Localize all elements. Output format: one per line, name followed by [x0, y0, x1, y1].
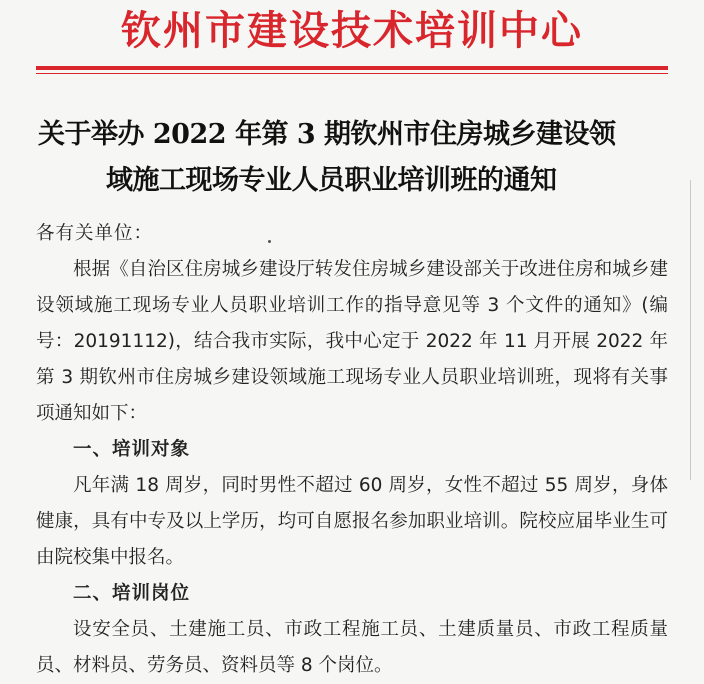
letterhead-rule-thick — [36, 66, 668, 70]
intro-paragraph: 根据《自治区住房城乡建设厅转发住房城乡建设部关于改进住房和城乡建设领域施工现场专业人员职业培训工作的指导意见等 3 个文件的通知》(编号：20191112)，结合我市实际，我中心定于 2022 年 11 月开展 2022 年第 3 期钦州市住房城乡建设领域施工现场专业人员职业培训班，现将有关事项通知如下： — [36, 259, 668, 424]
scan-edge-line — [690, 180, 691, 480]
notice-title-line-2: 域施工现场专业人员职业培训班的通知 — [106, 165, 557, 196]
section-heading-1: 一、培训对象 — [73, 439, 191, 460]
section-heading-2: 二、培训岗位 — [73, 583, 191, 604]
notice-title — [36, 112, 668, 204]
notice-title-line-1: 关于举办 2022 年第 3 期钦州市住房城乡建设领 — [38, 119, 616, 150]
salutation: 各有关单位： — [36, 223, 154, 244]
notice-body — [36, 216, 668, 684]
section-paragraph-2: 设安全员、土建施工员、市政工程施工员、土建质量员、市政工程质量员、材料员、劳务员、资料员等 8 个岗位。 — [36, 619, 668, 676]
letterhead-org-name: 钦州市建设技术培训中心 — [121, 7, 583, 54]
section-paragraph-1: 凡年满 18 周岁，同时男性不超过 60 周岁，女性不超过 55 周岁，身体健康，具有中专及以上学历，均可自愿报名参加职业培训。院校应届毕业生可由院校集中报名。 — [36, 475, 668, 568]
letterhead-rule-thin — [36, 73, 668, 74]
